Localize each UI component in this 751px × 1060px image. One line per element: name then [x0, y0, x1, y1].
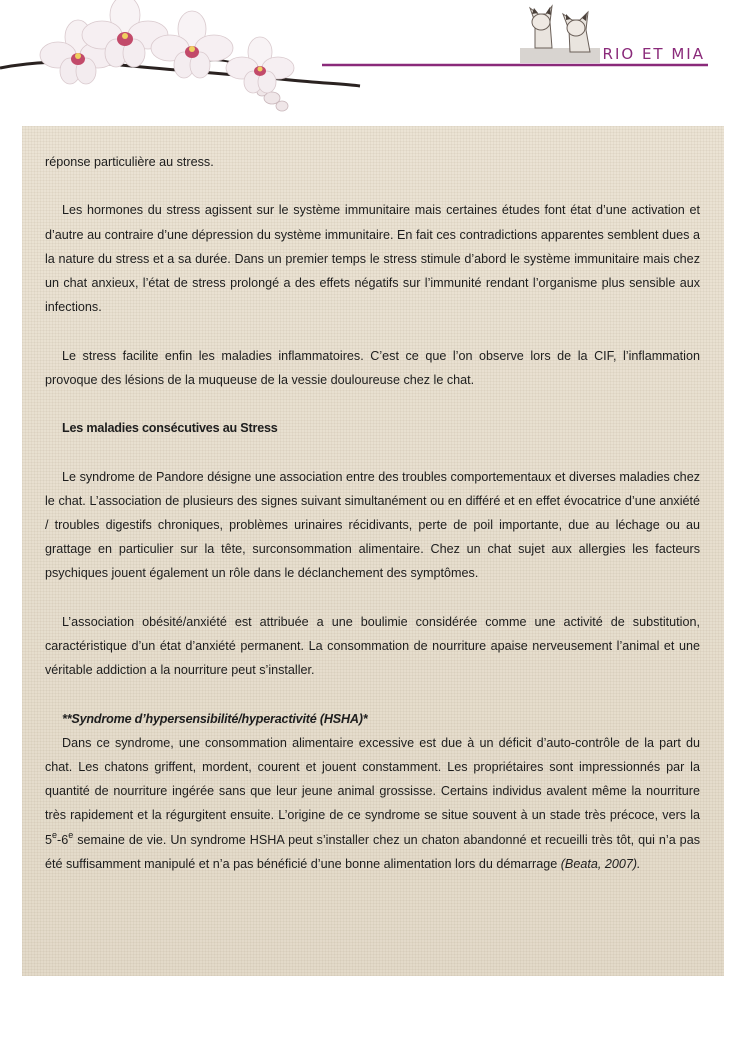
paragraph-hsha-text-3: semaine de vie. Un syndrome HSHA peut s’installer chez un chaton abandonné et recueilli très tôt, qui n’a pas été suffisamment manipulé et n’a pas bénéficié d’une bonne alimentation lors du démarrage [45, 832, 700, 871]
paragraph-hsha [45, 731, 700, 876]
two-cats-image [520, 6, 600, 63]
paragraph-hsha-text-2: -6 [57, 832, 69, 847]
article-body [45, 150, 700, 876]
page-header [0, 0, 751, 118]
citation-beata: (Beata, 2007). [560, 856, 641, 871]
paragraph-intro: réponse particulière au stress. [45, 155, 214, 169]
section-heading-hsha: **Syndrome d’hypersensibilité/hyperactivité (HSHA)* [62, 711, 368, 726]
superscript-e-2: e [68, 829, 74, 840]
paragraph-immune-system: Les hormones du stress agissent sur le système immunitaire mais certaines études font état d’une activation et d’autre au contraire d’une dépression du système immunitaire. En fait ces contradictions apparentes semblent dues a la nature du stress et a sa durée. Dans un premier temps le stress stimule d’abord le système immunitaire mais chez un chat anxieux, l’état de stress prolongé a des effets négatifs sur l’immunité rendant l’organisme plus sensible aux infections. [45, 203, 700, 315]
section-heading-stress-diseases: Les maladies consécutives au Stress [62, 421, 278, 436]
paragraph-inflammation: Le stress facilite enfin les maladies inflammatoires. C’est ce que l’on observe lors de la CIF, l’inflammation provoque des lésions de la muqueuse de la vessie douloureuse chez le chat. [45, 348, 700, 387]
paragraph-obesity-anxiety: L’association obésité/anxiété est attribuée a une boulimie considérée comme une activité de substitution, caractéristique d’un état d’anxiété permanent. La consommation de nourriture apaise nerveusement l’animal et une véritable addiction a la nourriture peut s’installer. [45, 614, 700, 678]
paragraph-pandora-syndrome: Le syndrome de Pandore désigne une association entre des troubles comportementaux et diverses maladies chez le chat. L’association de plusieurs des signes suivant simultanément ou en différé et en effet évocatrice d’une anxiété / troubles digestifs chroniques, problèmes urinaires récidivants, perte de poil importante, due au léchage ou au grattage en particulier sur la tête, surconsommation alimentaire. Chez un chat sujet aux allergies les facteurs psychiques jouent également un rôle dans le déclanchement des symptômes. [45, 469, 700, 581]
paragraph-hsha-text-1: Dans ce syndrome, une consommation alimentaire excessive est due à un déficit d’auto-contrôle de la part du chat. Les chatons griffent, mordent, courent et jouent constamment. Les propriétaires sont impressionnés par la quantité de nourriture ingérée sans que leur jeune animal grossisse. Certains individus avalent même la nourriture très rapidement et la régurgitent ensuite. L’origine de ce syndrome se situe souvent à un stade très précoce, vers la 5 [45, 735, 700, 847]
superscript-e-1: e [52, 829, 58, 840]
brand-title: RIO ET MIA [602, 45, 705, 63]
